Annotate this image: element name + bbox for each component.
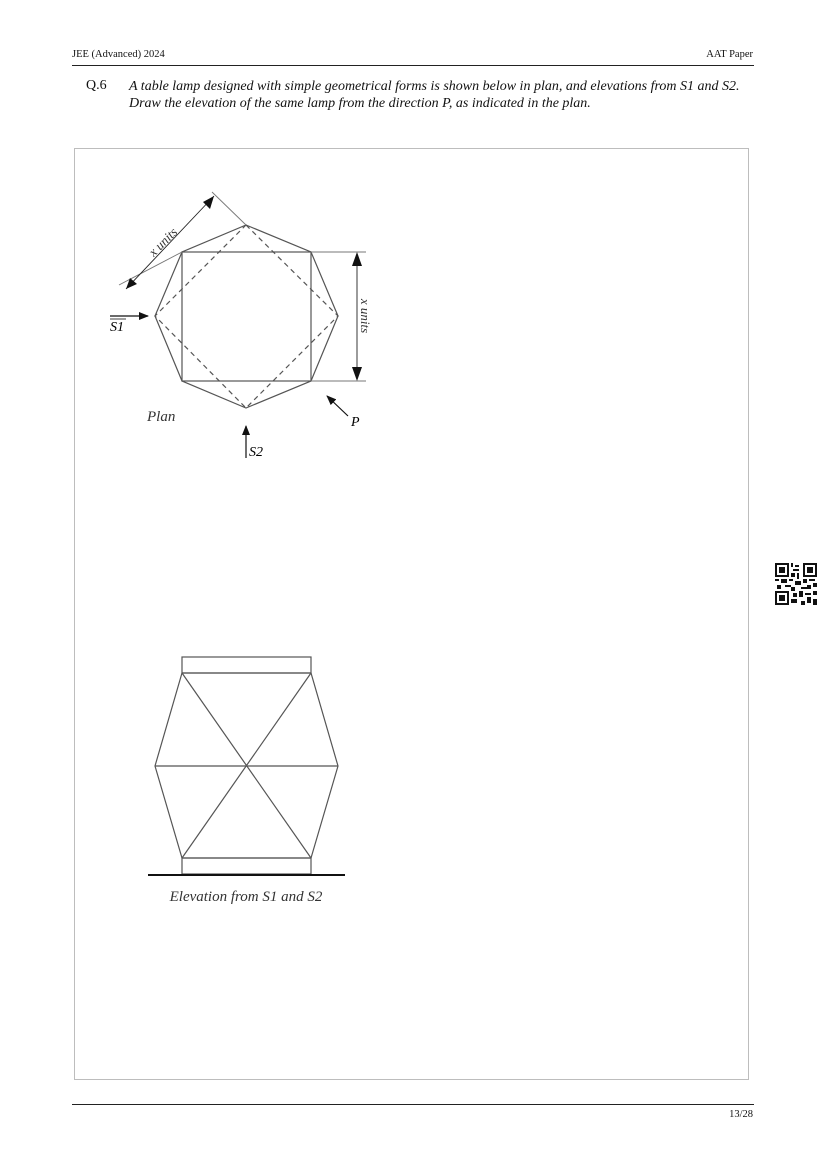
elevation-caption: Elevation from S1 and S2 bbox=[169, 889, 323, 905]
question-text: A table lamp designed with simple geometrical forms is shown below in plan, and elevations from S1 and S2. Draw the elevation of the same lamp from the direction P, as indicated in the plan. bbox=[129, 79, 740, 111]
question-number: Q.6 bbox=[86, 78, 107, 93]
elevation-top-cap bbox=[182, 657, 311, 673]
plan-dim-arrow-up bbox=[352, 252, 362, 266]
header-exam: JEE (Advanced) 2024 bbox=[72, 49, 165, 60]
footer-rule bbox=[72, 1104, 754, 1105]
p-label: P bbox=[351, 415, 360, 430]
plan-drawing bbox=[155, 225, 338, 408]
plan-dim-arrow-ne bbox=[203, 196, 214, 209]
plan-dim-arrow-down bbox=[352, 367, 362, 381]
page-number: 13/28 bbox=[729, 1109, 753, 1120]
s1-label: S1 bbox=[110, 320, 124, 335]
qr-code-icon bbox=[775, 563, 817, 605]
plan-dim-vertical-label: x units bbox=[358, 298, 373, 334]
plan-solid-square bbox=[182, 252, 311, 381]
elevation-base bbox=[182, 858, 311, 874]
s2-label: S2 bbox=[249, 445, 263, 460]
plan-dim-diagonal-label: x units bbox=[145, 224, 181, 260]
p-arrow bbox=[327, 396, 348, 416]
elevation-drawing bbox=[155, 657, 338, 874]
plan-caption: Plan bbox=[147, 409, 176, 425]
header-paper: AAT Paper bbox=[706, 49, 753, 60]
